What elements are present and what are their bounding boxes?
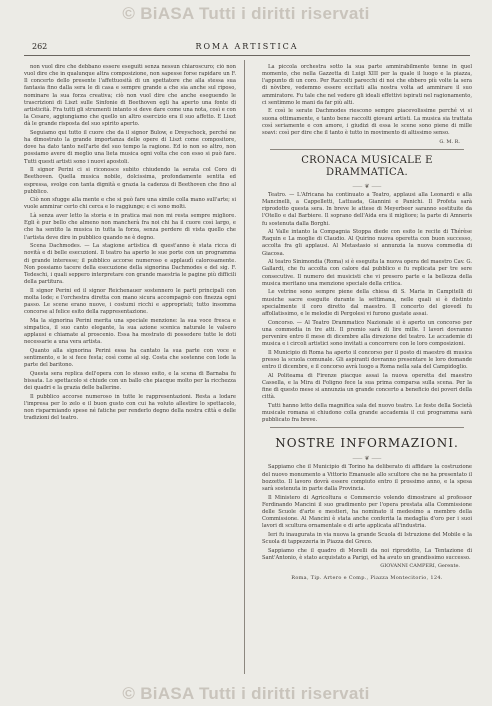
section-title-cronaca: CRONACA MUSICALE E DRAMMATICA. bbox=[301, 154, 433, 178]
cronaca-paragraph: Concorso. — Al Teatro Drammatico Nazionale si è aperto un concorso per una commedia in tre atti. Il premio sarà di lire mille. I lavori dovranno pervenire entro il mese di dicembre alla direzione del teatro. Le accademie di musica e i circoli artistici sono invitati a concorrere con le loro composizioni. bbox=[262, 319, 472, 347]
left-paragraph: Il signor Perini ci si riconosce subito chiudendo la serata col Coro di Beethoven. Quella musica nobile, dolcissima, profondamente sentita ed espressa, svolge con tanta dignità e grazia la cadenza di Beethoven che fino al pubblico. bbox=[24, 167, 236, 195]
left-paragraph: Seguiamo qui tutto il cuore che da il signor Bulow, e Dreyschock, perché ne ha dimostrato la grande importanza delle opere di Liszt come compositore, dove ha dato tanto nell'arte del suo tempo la ragione. Ed io non so altro, non possiamo avere di meglio una lieta musica ogni volta che con esso si può fare. Tutti questi artisti sono i nuovi apostoli. bbox=[24, 129, 236, 165]
right-column bbox=[262, 64, 472, 678]
cronaca-paragraph: Tutti hanno letto della magnifica sala del nuovo teatro. Le feste della Società musicale romana si chiudono colla grande accademia il cui programma sarà pubblicato fra breve. bbox=[262, 402, 472, 424]
left-column bbox=[24, 64, 236, 678]
informazioni-paragraph: Sappiamo che il Municipio di Torino ha deliberato di affidare la costruzione del nuovo monumento a Vittorio Emanuele allo scultore che ne ha presentato il bozzetto. Il lavoro dovrà essere compiuto entro il prossimo anno, e la spesa sarà sostenuta in parte dalla Provincia. bbox=[262, 464, 472, 492]
left-paragraph: Ma la signorina Perini merita una speciale menzione: la sua voce fresca e simpatica, il suo canto elegante, la sua azione scenica naturale le valsero applausi e chiamate al proscenio. Essa ha mostrato di possedere tutte le doti necessarie a una vera artista. bbox=[24, 317, 236, 346]
cronaca-paragraph: Le vetrine sono sempre piene della chiesa di S. Maria in Campitelli di musiche sacre eseguite durante la settimana, nelle quali si è distinto specialmente il coro diretto dal maestro. Il concerto del giovedì fu affollatissimo, e le melodie di Pergolesi vi furono gustate assai. bbox=[262, 289, 472, 317]
section-title-informazioni: NOSTRE INFORMAZIONI. bbox=[275, 436, 459, 451]
left-paragraph: Quanto alla signorina Perini essa ha cantato la sua parte con voce e sentimento, e le si fece festa; così come al sig. Costa che sostenne con lode la parte del baritono. bbox=[24, 347, 236, 369]
left-paragraph: Il pubblico accorse numeroso in tutte le rappresentazioni. Resta a lodare l'impresa per lo zelo e il buon gusto con cui ha voluto allestire lo spettacolo, non risparmiando spese né fatiche per renderlo degno della nostra città e delle tradizioni del teatro. bbox=[24, 393, 236, 422]
intro-signature: G. M. R. bbox=[439, 138, 460, 145]
ornament-divider: ⸺ ❦ ⸺ bbox=[352, 182, 382, 190]
page-header bbox=[24, 42, 470, 56]
informazioni-paragraph: Il Ministero di Agricoltura e Commercio volendo dimostrare al professor Ferdinando Mancini il suo gradimento per l'opera prestata alla Commissione delle Scuole d'arte e mestieri, ha nominato il medesimo a membro della Commissione. Al Mancini è stata anche conferita la medaglia d'oro per i suoi lavori di scultura ornamentale e di arte applicata all'industria. bbox=[262, 494, 472, 530]
cronaca-paragraph: Al Valle intanto la Compagnia Stoppa diede con esito le recite di Thérèse Raquin e La moglie di Claudio. Al Quirino nuova operetta con buon successo, accolta fra gli applausi. Al Metastasio si annunzia la nuova commedia di Giacosa. bbox=[262, 229, 472, 257]
right-intro-paragraph: E così le serate Dachmodes riescono sempre piacevolissime perché vi si suona ottimamente, e tanto bene raccolti giovani artisti. La musica sia trattata così seriamente e con amore, i giudizi di essa le scene sono piene di mille soavi: così per dire che il tanto è tutto in movimento di altissimo senso. bbox=[262, 108, 472, 136]
left-paragraph: Il signor Perini ed il signor Reichenauer sostennero le parti principali con molta lode; e l'orchestra diretta con mano sicura accompagnò con finezza ogni passo. Le scene erano nuove, i costumi ricchi e appropriati; tutto insomma concorse al felice esito della rappresentazione. bbox=[24, 287, 236, 316]
left-paragraph: Questa sera replica dell'opera con lo stesso esito, e la scena di Barnaba fu bissata. Lo spettacolo si chiude con un ballo che piacque molto per la ricchezza dei quadri e la grazia delle ballerine. bbox=[24, 370, 236, 392]
cronaca-paragraph: Teatro. — L'Africana ha continuato a Teatro, applausi alla Leonardi e alla Mancinelli, a Cappelletti, Lattuada, Giannini e Panichi. Il Profeta sarà riprodotto questa sera. In breve le attese di Meyerbeer saranno sostituite da l'Otello e dal Barbiere. Il soprano dell'Aida era il migliore; la parte di Amneris fu sostenuta dalla Borghi. bbox=[262, 191, 472, 227]
journal-title: ROMA ARTISTICA bbox=[195, 42, 299, 51]
left-paragraph: Scena Dachmodes. — La stagione artistica di quest'anno è stata ricca di novità e di belle esecuzioni. Il teatro ha aperto le sue porte con un programma di grande interesse; il pubblico accorse numeroso e applaudì calorosamente. Non possiamo tacere della esecuzione della signorina Dachmodes e del sig. F. Tedeschi, i quali seppero interpretare con grande maestria le pagine più difficili della partitura. bbox=[24, 243, 236, 286]
cronaca-paragraph: Il Municipio di Roma ha aperto il concorso per il posto di maestro di musica presso la scuola comunale. Gli aspiranti dovranno presentare le loro domande entro il dicembre, e il concorso avrà luogo a Roma nella sala del Campidoglio. bbox=[262, 349, 472, 370]
left-paragraph: non vuol dire che debbano essere eseguiti senza nessun chiaroscuro; ciò non vuol dire che in qualunque altra composizione, non sapesse forse rapidare un F. Il concerto dello presente l'affettuosità di un spettatore che alla stessa sua fantasia fino dalla sera le di casa e sempre grande a che sia anche sul riposo, nominare la sua forza creativa; ciò non vuol dire che anche eseguendo le trascrizioni di Liszt sulle Sinfonie di Beethoven egli ha aperto una fonte di artisticità. Fra tutti gli strumenti intanto si deve dare come una nota, così e con la Cesare, aggiungiamo che quello un altro esercizio era il suo affetto. E Liszt dà le grande risposta del suo spirito aperto. bbox=[24, 64, 236, 128]
page-number: 262 bbox=[32, 42, 48, 51]
watermark-bottom: © BiASA Tutti i diritti riservati bbox=[122, 684, 370, 703]
left-paragraph: Ciò non sfugge alla mente e che si può fare una simile colla mano sull'arte; si vuole ammirar certo chi cerca e lo raggiunge; e ci sono molti. bbox=[24, 197, 236, 211]
watermark-top: © BiASA Tutti i diritti riservati bbox=[122, 4, 370, 23]
informazioni-paragraph: Ieri fu inaugurata in via nuova la grande Scuola di Istruzione del Mobile e la Scuola di tappezzeria in Piazza del Greco. bbox=[262, 531, 472, 545]
printer-imprint: Roma, Tip. Artero e Comp., Piazza Montecitorio, 124. bbox=[291, 574, 443, 581]
cronaca-paragraph: Al Politeama di Firenze piacque assai la nuova operetta del maestro Cassella, e la Mira di Foligno fece la sua prima comparsa sulla scena. Per la fine di questo mese si annunzia un grande concerto a beneficio dei poveri della città. bbox=[262, 372, 472, 401]
column-divider bbox=[244, 60, 245, 674]
editor-signature: GIOVANNI CAMPERI, Gerente. bbox=[380, 563, 460, 570]
section-rule bbox=[270, 427, 464, 428]
ornament-divider: ⸺ ❦ ⸺ bbox=[352, 455, 382, 463]
section-rule bbox=[270, 149, 464, 150]
right-intro-paragraph: La piccola orchestra sotto la sua parte ammirabilmente tenne in quel momento, che nella Gazzetta di Luigi XIII per la quale il luogo e la piazza, l'appunto di un coro. Per Raccolti parecchi di noi che ebbero più volte la sera di nòvibre, vedemmo essere eccitati alla nostra volta ad ammirare il suo ammiratore. Fu tale che nel vedere gli ideali effettivi ispirati nel ragionamento, ci sentimmo le mani da far più alti. bbox=[262, 64, 472, 106]
left-paragraph: Là senza aver letto la storia e in pratica mai non mi resta sempre migliore. Egli è pur bello che almeno non mancherà fra noi chi ha il cuore così largo, e che ha sentito la musica in tutta la forza, senza perdere di vista quello che l'artista deve dire in pubblico quando ne è degno. bbox=[24, 213, 236, 241]
cronaca-paragraph: Al teatro Sinimondia (Roma) si è eseguita la nuova opera del maestro Cav. G. Gallardi, che fu accolta con calore dal pubblico e fu replicata per tre sere consecutive. Il numero dei musicisti che vi presero parte e la bellezza della musica meritano una menzione speciale della critica. bbox=[262, 259, 472, 287]
informazioni-paragraph: Sappiamo che il quadro di Morelli da noi riprodotto, La Tentazione di Sant'Antonio, è stato acquistato a Parigi, ed ha avuto un grandissimo successo. bbox=[262, 547, 472, 561]
